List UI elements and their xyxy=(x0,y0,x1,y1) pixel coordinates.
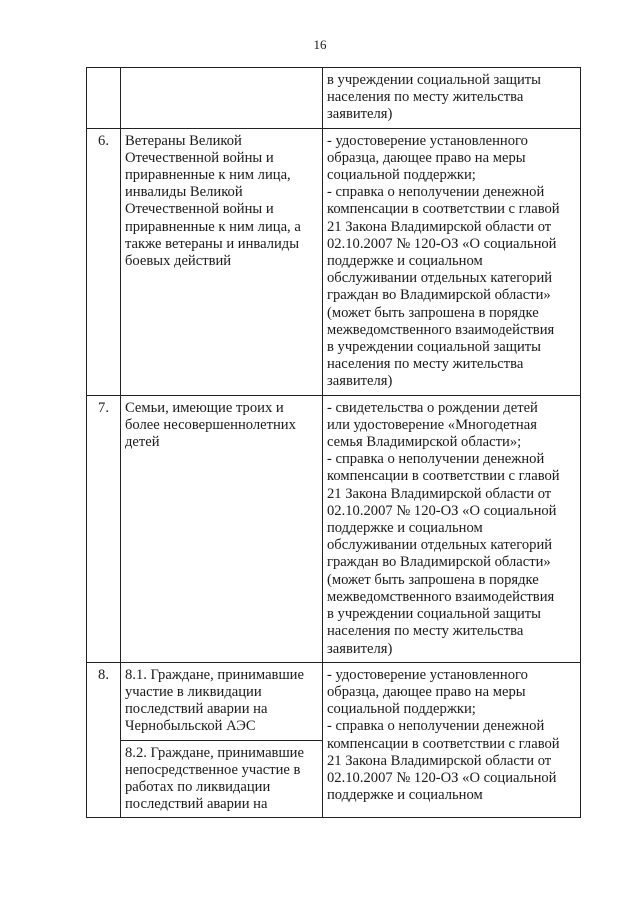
category-cell xyxy=(121,395,323,662)
documents-cell-line: межведомственного взаимодействия xyxy=(327,588,555,605)
documents-cell-line: - удостоверение установленного xyxy=(327,132,528,149)
row-number: 7. xyxy=(87,395,121,662)
documents-cell-line: (может быть запрошена в порядке xyxy=(327,304,539,321)
documents-cell-line: заявителя) xyxy=(327,373,393,390)
subcategory-cell-line: работах по ликвидации xyxy=(125,778,271,795)
documents-cell-line: обслуживании отдельных категорий xyxy=(327,537,553,554)
documents-cell-line: 02.10.2007 № 120-ОЗ «О социальной xyxy=(327,235,557,252)
subcategory-cell xyxy=(121,662,323,740)
table-row xyxy=(87,395,581,662)
documents-cell-line: заявителя) xyxy=(327,106,393,123)
table-row xyxy=(87,662,581,740)
documents-cell-line: образца, дающее право на меры xyxy=(327,683,526,700)
category-cell-line: инвалиды Великой xyxy=(125,184,243,201)
page-number: 16 xyxy=(313,37,327,52)
documents-cell-line: компенсации в соответствии с главой xyxy=(327,201,560,218)
documents-cell-line: компенсации в соответствии с главой xyxy=(327,468,560,485)
documents-cell xyxy=(323,68,581,129)
category-cell xyxy=(121,68,323,129)
documents-cell-line: социальной поддержки; xyxy=(327,167,476,184)
subcategory-cell-line: Чернобыльской АЭС xyxy=(125,718,256,735)
documents-cell-line: (может быть запрошена в порядке xyxy=(327,571,539,588)
category-cell-line: приравненные к ним лица, а xyxy=(125,218,301,235)
documents-cell-line: населения по месту жительства xyxy=(327,356,524,373)
documents-cell-line: в учреждении социальной защиты xyxy=(327,72,541,88)
subcategory-cell-line: 8.1. Граждане, принимавшие xyxy=(125,666,304,683)
documents-cell-line: или удостоверение «Многодетная xyxy=(327,416,537,433)
row-number xyxy=(87,68,121,129)
documents-cell-line: поддержке и социальном xyxy=(327,787,483,804)
subcategory-cell-line: последствий аварии на xyxy=(125,701,268,718)
documents-cell-line: 21 Закона Владимирской области от xyxy=(327,218,552,235)
documents-cell-line: межведомственного взаимодействия xyxy=(327,321,555,338)
documents-cell-line: поддержке и социальном xyxy=(327,253,483,270)
documents-cell-line: семья Владимирской области»; xyxy=(327,434,522,451)
table-row xyxy=(87,128,581,395)
documents-cell-line: 21 Закона Владимирской области от xyxy=(327,752,552,769)
documents-cell-line: социальной поддержки; xyxy=(327,701,476,718)
category-cell-line: детей xyxy=(125,434,160,451)
documents-cell-line: в учреждении социальной защиты xyxy=(327,339,541,356)
documents-cell xyxy=(323,128,581,395)
category-cell-line: Отечественной войны и xyxy=(125,201,274,218)
table-row xyxy=(87,68,581,129)
documents-cell-line: граждан во Владимирской области» xyxy=(327,554,551,571)
documents-cell-line: 02.10.2007 № 120-ОЗ «О социальной xyxy=(327,502,557,519)
category-cell-line: Отечественной войны и xyxy=(125,149,274,166)
subcategory-cell-line: участие в ликвидации xyxy=(125,683,262,700)
subcategory-cell-line: непосредственное участие в xyxy=(125,761,301,778)
documents-cell-line: в учреждении социальной защиты xyxy=(327,606,541,623)
row-number: 6. xyxy=(87,128,121,395)
documents-cell-line: обслуживании отдельных категорий xyxy=(327,270,553,287)
documents-cell-line: 02.10.2007 № 120-ОЗ «О социальной xyxy=(327,769,557,786)
documents-cell-line: образца, дающее право на меры xyxy=(327,149,526,166)
documents-cell-line: 21 Закона Владимирской области от xyxy=(327,485,552,502)
documents-cell-line: граждан во Владимирской области» xyxy=(327,287,551,304)
documents-cell xyxy=(323,395,581,662)
category-cell-line: более несовершеннолетних xyxy=(125,416,296,433)
documents-cell xyxy=(323,662,581,818)
subcategory-cell xyxy=(121,740,323,818)
row-number: 8. xyxy=(87,662,121,818)
subcategory-cell-line: последствий аварии на xyxy=(125,796,268,813)
benefits-table xyxy=(86,67,581,818)
documents-cell-line: - справка о неполучении денежной xyxy=(327,184,545,201)
category-cell xyxy=(121,128,323,395)
documents-cell-line: населения по месту жительства xyxy=(327,623,524,640)
category-cell-line: Ветераны Великой xyxy=(125,132,242,149)
documents-cell-line: населения по месту жительства xyxy=(327,89,524,106)
documents-cell-line: - справка о неполучении денежной xyxy=(327,718,545,735)
category-cell-line: также ветераны и инвалиды xyxy=(125,235,300,252)
documents-cell-line: - свидетельства о рождении детей xyxy=(327,399,538,416)
documents-cell-line: поддержке и социальном xyxy=(327,520,483,537)
category-cell-line: Семьи, имеющие троих и xyxy=(125,399,284,416)
category-cell-line: боевых действий xyxy=(125,253,232,270)
category-cell-line: приравненные к ним лица, xyxy=(125,167,291,184)
documents-cell-line: - удостоверение установленного xyxy=(327,666,528,683)
documents-cell-line: компенсации в соответствии с главой xyxy=(327,735,560,752)
documents-cell-line: заявителя) xyxy=(327,640,393,657)
subcategory-cell-line: 8.2. Граждане, принимавшие xyxy=(125,744,304,761)
documents-cell-line: - справка о неполучении денежной xyxy=(327,451,545,468)
